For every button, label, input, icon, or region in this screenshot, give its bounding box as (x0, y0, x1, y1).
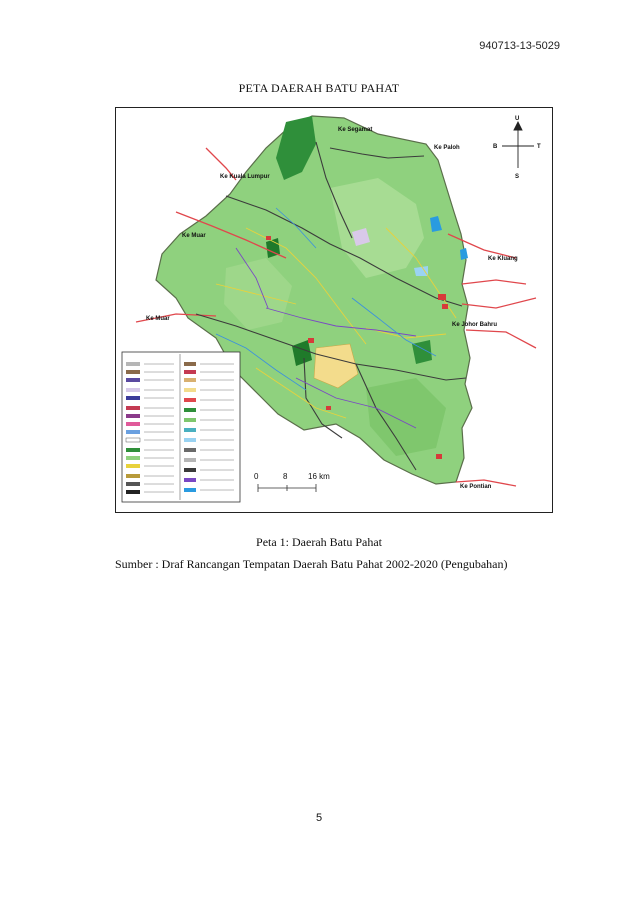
scale-bar (258, 484, 316, 492)
map-graphic (116, 108, 552, 512)
source-note: Sumber : Draf Rancangan Tempatan Daerah Batu Pahat 2002-2020 (Pengubahan) (115, 557, 508, 571)
label-ke-pontian: Ke Pontian (460, 484, 492, 490)
compass-south-label: S (515, 174, 520, 180)
label-ke-paloh: Ke Paloh (434, 145, 460, 151)
page-number: 5 (315, 812, 323, 824)
label-ke-kuala-lumpur: Ke Kuala Lumpur (220, 174, 270, 180)
document-id: 940713-13-5029 (479, 40, 560, 52)
compass-north-label: U (515, 116, 520, 122)
scale-tick-8: 8 (283, 472, 288, 481)
compass-east-label: T (537, 144, 541, 150)
scale-tick-16: 16 km (308, 472, 330, 481)
label-ke-kluang: Ke Kluang (488, 256, 518, 262)
compass-west-label: B (493, 144, 498, 150)
label-ke-johor-bahru: Ke Johor Bahru (452, 322, 498, 328)
figure-caption: Peta 1: Daerah Batu Pahat (256, 535, 382, 549)
water-body (460, 248, 468, 260)
scale-tick-0: 0 (254, 472, 259, 481)
label-ke-segamat: Ke Segamat (338, 127, 373, 133)
label-ke-muar-north: Ke Muar (182, 233, 206, 239)
page-title: PETA DAERAH BATU PAHAT (238, 81, 400, 95)
district-map (115, 107, 553, 513)
label-ke-muar-south: Ke Muar (146, 316, 170, 322)
compass-rose (502, 122, 534, 168)
map-legend (122, 352, 240, 502)
